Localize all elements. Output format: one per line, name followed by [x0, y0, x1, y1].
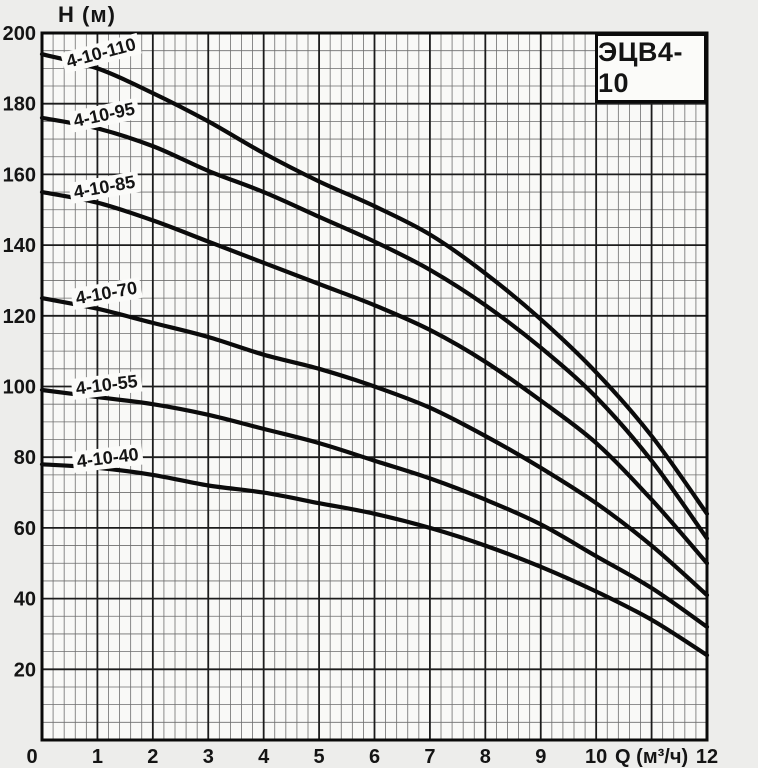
curve-label-4-10-70: 4-10-70 — [70, 277, 143, 310]
x-tick-label: 6 — [368, 746, 381, 768]
y-tick-label: 140 — [2, 235, 36, 258]
x-tick-label: 2 — [147, 746, 159, 768]
y-axis-title: H (м) — [58, 2, 116, 27]
x-tick-label: 8 — [479, 746, 491, 768]
x-tick-label: 3 — [202, 746, 214, 768]
y-tick-label: 200 — [2, 23, 36, 45]
y-tick-label: 20 — [13, 659, 36, 682]
curve-label-4-10-85: 4-10-85 — [68, 171, 141, 204]
x-tick-label: 4 — [258, 746, 270, 768]
y-tick-label: 120 — [2, 305, 36, 328]
x-axis-title: Q (м³/ч) — [615, 746, 689, 768]
y-tick-label: 100 — [2, 376, 36, 399]
model-series-badge: ЭЦВ4-10 — [595, 33, 707, 103]
x-tick-label: 0 — [26, 746, 38, 768]
y-tick-label: 80 — [13, 447, 36, 470]
curve-label-4-10-55: 4-10-55 — [71, 371, 143, 400]
curve-label-4-10-95: 4-10-95 — [68, 98, 141, 133]
x-tick-label: 1 — [91, 746, 103, 768]
curve-label-4-10-110: 4-10-110 — [60, 33, 142, 74]
curve-label-4-10-40: 4-10-40 — [72, 444, 144, 473]
y-tick-label: 180 — [2, 93, 36, 116]
x-tick-label: 9 — [535, 746, 547, 768]
y-tick-label: 60 — [13, 517, 36, 540]
x-tick-label: 10 — [585, 746, 608, 768]
x-tick-label: 12 — [695, 746, 719, 768]
y-tick-label: 40 — [13, 588, 36, 611]
y-tick-label: 160 — [2, 164, 36, 187]
x-tick-label: 5 — [313, 746, 325, 768]
x-tick-label: 7 — [424, 746, 436, 768]
